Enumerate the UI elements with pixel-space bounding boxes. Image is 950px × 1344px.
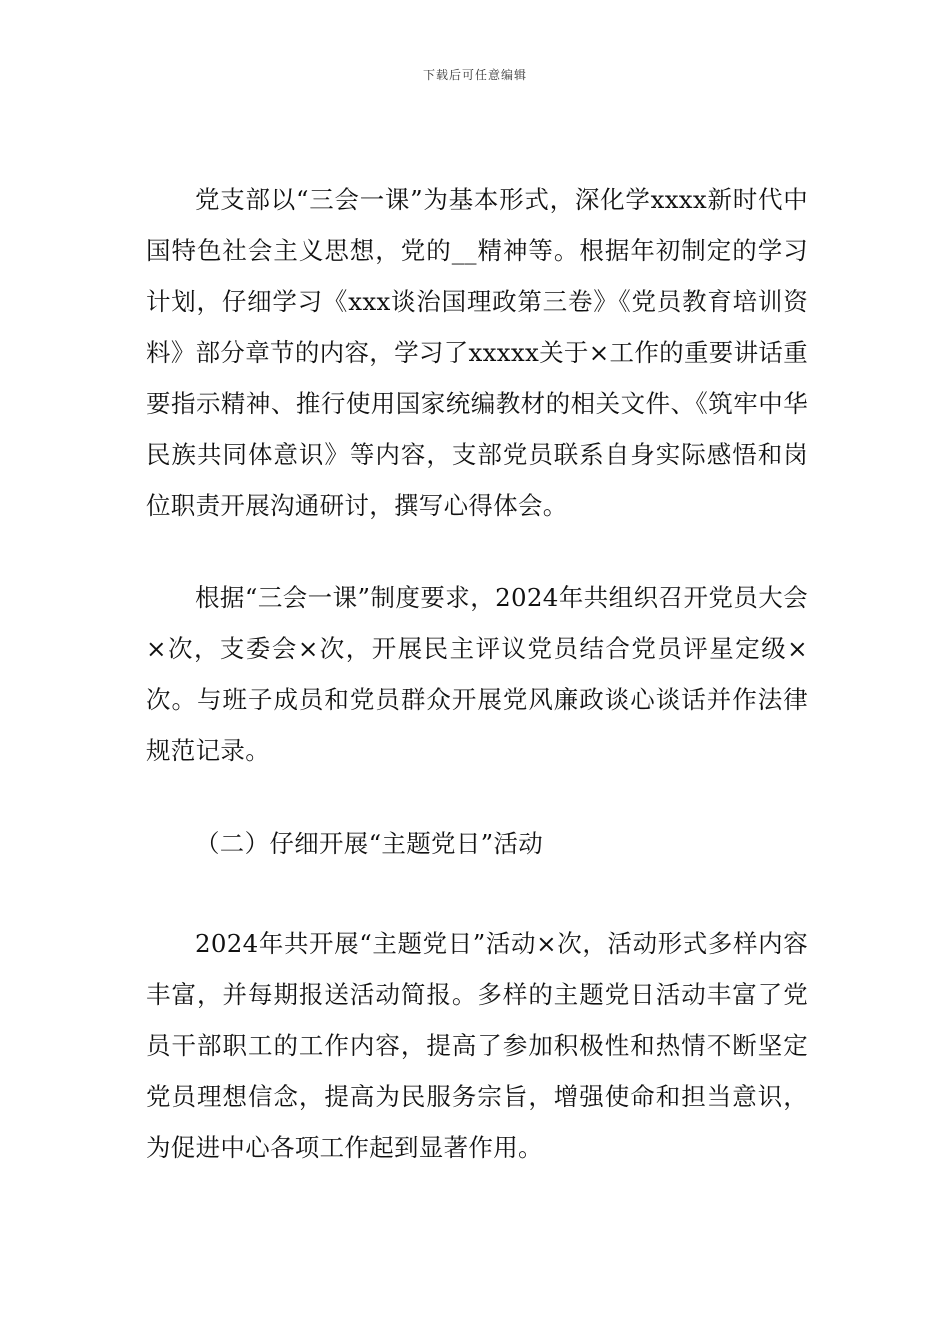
header-note: 下载后可任意编辑 [422,68,527,82]
paragraph-study: 党支部以“三会一课”为基本形式，深化学xxxx新时代中国特色社会主义思想，党的__精神等。根据年初制定的学习计划，仔细学习《xxx谈治国理政第三卷》《党员教育培训资料》部分章节的内容，学习了xxxxx关于×工作的重要讲话重要指示精神、推行使用国家统编教材的相关文件、《筑牢中华民族共同体意识》等内容，支部党员联系自身实际感悟和岗位职责开展沟通研讨，撰写心得体会。 [146,185,808,520]
paragraph-theme-day: 2024年共开展“主题党日”活动×次，活动形式多样内容丰富，并每期报送活动简报。多样的主题党日活动丰富了党员干部职工的工作内容，提高了参加积极性和热情不断坚定党员理想信念，提高为民服务宗旨，增强使命和担当意识，为促进中心各项工作起到显著作用。 [146,929,808,1162]
section-heading-theme-day: （二）仔细开展“主题党日”活动 [195,829,544,858]
paragraph-meetings: 根据“三会一课”制度要求，2024年共组织召开党员大会×次，支委会×次，开展民主评议党员结合党员评星定级×次。与班子成员和党员群众开展党风廉政谈心谈话并作法律规范记录。 [146,583,808,765]
